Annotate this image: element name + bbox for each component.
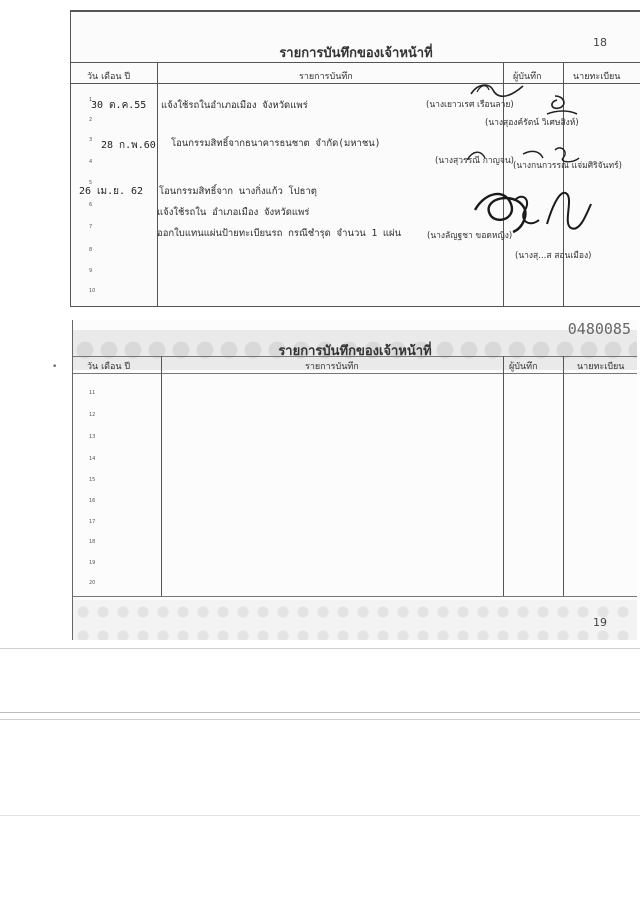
column-divider (563, 356, 564, 596)
column-header-registrar: นายทะเบียน (573, 72, 621, 82)
row-number: 17 (89, 519, 96, 525)
entry-text: โอนกรรมสิทธิ์จากธนาคารธนชาต จำกัด(มหาชน) (171, 138, 381, 149)
header-bottom-rule (73, 373, 637, 374)
row-number: 6 (89, 202, 93, 208)
table-bottom-rule (73, 596, 637, 597)
recorder-name: (นางลัญฐชา ขอดหญิง) (427, 231, 513, 241)
row-number: 11 (89, 390, 96, 396)
row-number: 2 (89, 117, 93, 123)
page-number: 19 (593, 616, 607, 629)
row-number: 8 (89, 247, 93, 253)
column-header-entry: รายการบันทึก (299, 72, 353, 82)
column-divider (157, 62, 158, 306)
scan-speck: • (52, 362, 58, 372)
row-number: 16 (89, 498, 96, 504)
row-number: 19 (89, 560, 96, 566)
row-number: 1 (89, 97, 93, 103)
column-divider (503, 356, 504, 596)
registrar-name: (นางสุองค์รัตน์ วิเศษสิงห์) (485, 118, 579, 128)
sheet-title: รายการบันทึกของเจ้าหน้าที่ (279, 46, 433, 61)
registrar-name: (นางกนกวรรณ แจ่มศิริจันทร์) (513, 161, 622, 171)
entry-text: แจ้งใช้รถในอำเภอเมือง จังหวัดแพร่ (161, 100, 308, 111)
scan-edge-line (0, 719, 640, 720)
column-header-recorder: ผู้บันทึก (509, 362, 538, 372)
serial-number: 0480085 (567, 320, 631, 338)
entry-text: โอนกรรมสิทธิ์จาก นางกิ่งแก้ว โปธาตุ (159, 186, 317, 197)
page-number: 18 (593, 36, 607, 49)
row-number: 7 (89, 224, 93, 230)
scan-edge-line (0, 815, 640, 816)
column-header-recorder: ผู้บันทึก (513, 72, 542, 82)
entry-date: 28 ก.พ.60 (101, 140, 156, 151)
entry-text: แจ้งใช้รถใน อำเภอเมือง จังหวัดแพร่ (157, 207, 310, 218)
row-number: 3 (89, 137, 93, 143)
row-number: 9 (89, 268, 93, 274)
sheet-title: รายการบันทึกของเจ้าหน้าที่ (278, 344, 432, 359)
security-pattern-band (73, 600, 637, 640)
row-number: 12 (89, 412, 96, 418)
record-sheet-bottom (72, 320, 637, 640)
signature-image (467, 76, 527, 106)
column-header-registrar: นายทะเบียน (577, 362, 625, 372)
row-number: 20 (89, 580, 96, 586)
recorder-name: (นางเยาวเรศ เรือนลาย) (426, 100, 514, 110)
row-number: 18 (89, 539, 96, 545)
row-number: 5 (89, 180, 93, 186)
row-number: 15 (89, 477, 96, 483)
column-header-date: วัน เดือน ปี (87, 72, 131, 82)
entry-date: 26 เม.ย. 62 (79, 186, 144, 197)
signature-image (541, 92, 581, 122)
signature-image (463, 140, 603, 174)
row-number: 4 (89, 159, 93, 165)
entry-text: ออกใบแทนแผ่นป้ายทะเบียนรถ กรณีชำรุด จำนวน 1 แผ่น (157, 228, 402, 239)
row-number: 14 (89, 456, 96, 462)
row-number: 10 (89, 288, 96, 294)
row-number: 13 (89, 434, 96, 440)
column-header-entry: รายการบันทึก (305, 362, 359, 372)
scan-edge-line (0, 712, 640, 713)
column-header-date: วัน เดือน ปี (87, 362, 131, 372)
entry-date: 30 ต.ค.55 (91, 100, 147, 111)
scan-edge-line (0, 648, 640, 649)
record-sheet-top (70, 10, 640, 307)
signature-image (467, 180, 597, 252)
column-divider (161, 356, 162, 596)
registrar-name: (นางสุ...ส สอนเมือง) (515, 251, 592, 261)
recorder-name: (นางสุวรรณี กาญจน) (435, 156, 514, 166)
header-top-rule (73, 356, 637, 357)
